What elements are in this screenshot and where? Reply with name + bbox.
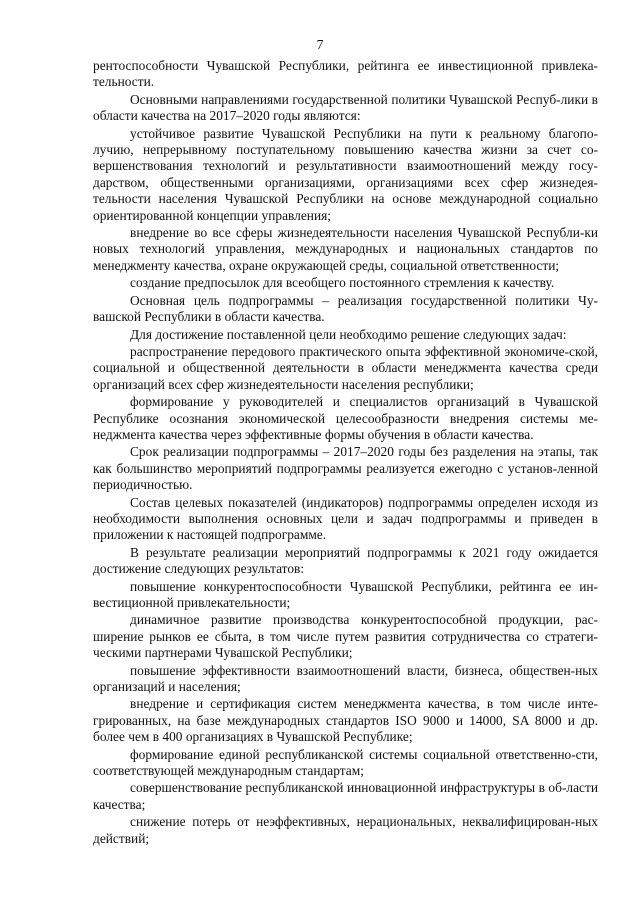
paragraph: формирование у руководителей и специалистов организаций в Чувашской Республике осознания экономической целесообразности внедрения системы ме-неджмента качества через эффективные формы обучения в области качества. <box>93 394 598 442</box>
paragraph: внедрение во все сферы жизнедеятельности населения Чувашской Республи-ки новых технологий управления, международных и национальных стандартов по менеджменту качества, охране окружающей среды, социальной ответственности; <box>93 225 598 273</box>
paragraph: устойчивое развитие Чувашской Республики на пути к реальному благопо-лучию, непрерывному поступательному повышению качества жизни за счет со-вершенствования технологий и результативности взаимоотношений между госу-дарством, общественными организациями, организациями всех сфер жизнедея-тельности населения Чувашской Республики на основе международной социально ориентированной концепции управления; <box>93 125 598 223</box>
paragraph: Срок реализации подпрограммы – 2017–2020 годы без разделения на этапы, так как большинство мероприятий подпрограммы реализуется ежегодно с установ-ленной периодичностью. <box>93 444 598 493</box>
paragraph: рентоспособности Чувашской Республики, рейтинга ее инвестиционной привлека-тельности. <box>93 58 598 90</box>
paragraph: повышение эффективности взаимоотношений власти, бизнеса, обществен-ных организаций и населения; <box>93 662 598 695</box>
paragraph: Для достижение поставленной цели необходимо решение следующих задач: <box>130 326 567 342</box>
paragraph: снижение потерь от неэффективных, нерациональных, неквалифицирован-ных действий; <box>93 814 598 846</box>
paragraph: повышение конкурентоспособности Чувашской Республики, рейтинга ее ин-вестиционной привлекательности; <box>93 578 598 610</box>
document-body <box>93 58 598 848</box>
paragraph: В результате реализации мероприятий подпрограммы к 2021 году ожидается достижение следующих результатов: <box>93 544 598 577</box>
paragraph: создание предпосылок для всеобщего постоянного стремления к качеству. <box>130 275 555 291</box>
paragraph: Основная цель подпрограммы – реализация государственной политики Чу-вашской Республики в области качества. <box>93 292 598 325</box>
page-number: 7 <box>316 37 324 52</box>
paragraph: Состав целевых показателей (индикаторов) подпрограммы определен исходя из необходимости выполнения основных цели и задач подпрограммы и приведен в приложении к настоящей подпрограмме. <box>93 494 598 543</box>
paragraph: Основными направлениями государственной политики Чувашской Респуб-лики в области качества на 2017–2020 годы являются: <box>93 91 598 124</box>
paragraph: внедрение и сертификация систем менеджмента качества, в том числе инте-грированных, на базе международных стандартов ISO 9000 и 14000, SA 8000 и др. более чем в 400 организациях в Чувашской Республике; <box>93 696 598 745</box>
paragraph: распространение передового практического опыта эффективной экономиче-ской, социальной и общественной деятельности в области менеджмента качества среди организаций всех сфер жизнедеятельности населения республики; <box>93 343 598 392</box>
paragraph: динамичное развитие производства конкурентоспособной продукции, рас-ширение рынков ее сбыта, в том числе путем развития сотрудничества со стратеги-ческими партнерами Чувашской Республики; <box>93 612 598 661</box>
paragraph: совершенствование республиканской инновационной инфраструктуры в об-ласти качества; <box>93 780 598 812</box>
paragraph: формирование единой республиканской системы социальной ответственно-сти, соответствующей международным стандартам; <box>93 746 598 779</box>
